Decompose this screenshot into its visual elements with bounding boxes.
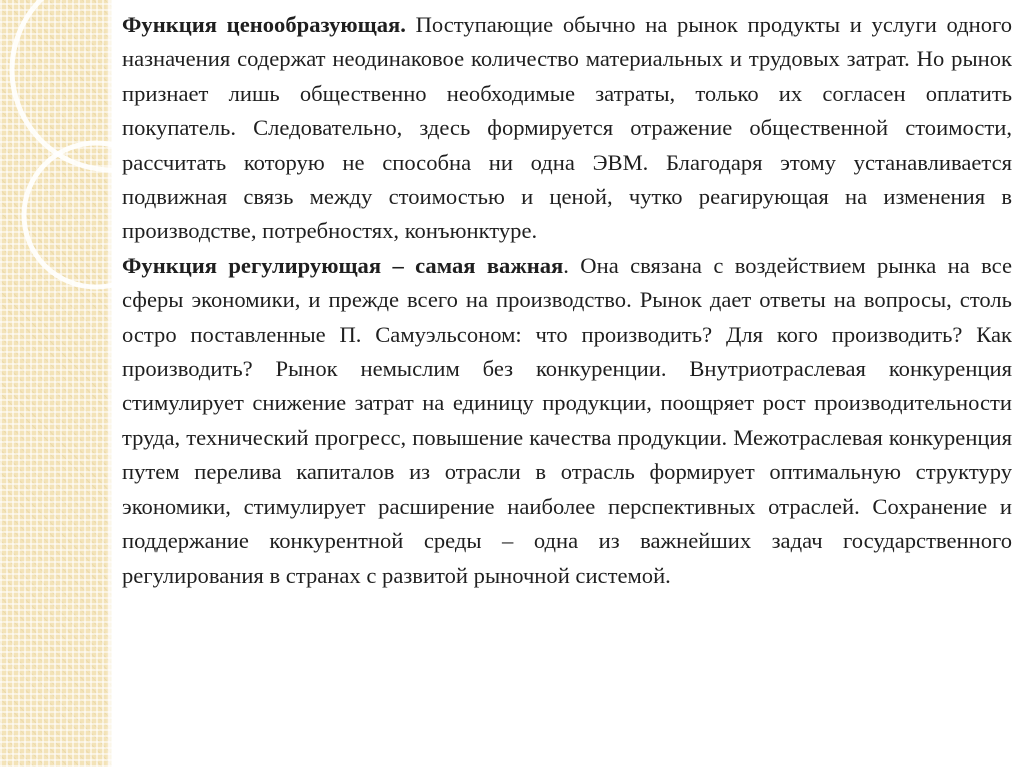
paragraph-text: Поступающие обычно на рынок продукты и услуги одного назначения содержат неодинаковое количество материальных и трудовых затрат. Но рынок признает лишь общественно необходимые затраты, только их согласен оплатить покупатель. Следовательно, здесь формируется отражение общественной стоимости, рассчитать которую не способна ни одна ЭВМ. Благодаря этому устанавливается подвижная связь между стоимостью и ценой, чутко реагирующая на изменения в производстве, потребностях, конъюнктуре.	[122, 12, 1013, 244]
paragraph-price-function	[122, 8, 1012, 249]
paragraph-heading: Функция регулирующая – самая важная	[122, 252, 564, 278]
slide-body-text	[122, 8, 1012, 593]
paragraph-heading: Функция ценообразующая.	[122, 12, 406, 37]
decorative-side-panel	[0, 0, 112, 767]
paragraph-text: . Она связана с воздействием рынка на все сферы экономики, и прежде всего на производство. Рынок дает ответы на вопросы, столь остро поставленные П. Самуэльсоном: что производить? Для кого производить? Как производить? Рынок немыслим без конкуренции. Внутриотраслевая конкуренция стимулирует снижение затрат на единицу продукции, поощряет рост производительности труда, технический прогресс, повышение качества продукции. Межотраслевая конкуренция путем перелива капиталов из отрасли в отрасль формирует оптимальную структуру экономики, стимулирует расширение наиболее перспективных отраслей. Сохранение и поддержание конкурентной среды – одна из важнейших задач государственного регулирования в странах с развитой рыночной системой.	[122, 252, 1012, 588]
paragraph-regulating-function	[122, 249, 1012, 593]
